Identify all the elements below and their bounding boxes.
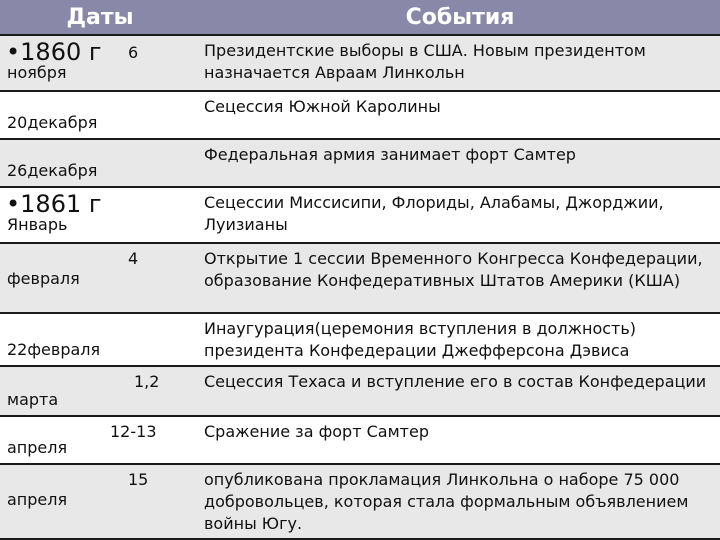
date-cell [0,464,200,539]
month-label: февраля [7,269,80,288]
event-cell: Президентские выборы в США. Новым президентом назначается Авраам Линкольн [200,35,720,91]
month-label: марта [7,390,59,409]
date-cell [0,313,200,366]
date-cell [0,416,200,464]
day-label: 6 [128,43,139,62]
date-cell [0,139,200,187]
event-cell: Инаугурация(церемония вступления в должность) президента Конфедерации Джефферсона Дэвиса [200,313,720,366]
table-row [0,313,720,366]
event-cell: Сецессия Техаса и вступление его в состав Конфедерации [200,366,720,416]
table-header [0,0,720,35]
event-cell: Федеральная армия занимает форт Самтер [200,139,720,187]
month-label: ноября [7,63,67,82]
month-label: 22февраля [7,340,101,359]
event-cell: Сецессия Южной Каролины [200,91,720,139]
event-cell: Сражение за форт Самтер [200,416,720,464]
table-row [0,464,720,539]
month-label: Январь [7,215,68,234]
date-cell [0,187,200,243]
day-label: 12-13 [110,422,157,441]
date-cell [0,243,200,313]
date-cell [0,366,200,416]
month-label: апреля [7,438,68,457]
event-cell: опубликована прокламация Линкольна о наборе 75 000 добровольцев, которая стала формальным объявлением войны Югу. [200,464,720,539]
table-row [0,416,720,464]
table-row [0,91,720,139]
table-row [0,35,720,91]
event-cell: Сецессии Миссисипи, Флориды, Алабамы, Джорджии, Луизианы [200,187,720,243]
day-label: 4 [128,249,139,268]
day-label: 15 [128,470,149,489]
date-cell [0,91,200,139]
date-cell [0,35,200,91]
header-events: События [200,0,720,35]
day-label: 1,2 [134,372,160,391]
year-label: •1861 г [6,190,102,218]
event-cell: Открытие 1 сессии Временного Конгресса Конфедерации, образование Конфедеративных Штатов Америки (КША) [200,243,720,313]
table-row [0,139,720,187]
table-row [0,243,720,313]
table-row [0,366,720,416]
month-label: 26декабря [7,161,98,180]
year-label: •1860 г [6,38,102,66]
table-row [0,187,720,243]
header-dates: Даты [0,0,200,35]
month-label: 20декабря [7,113,98,132]
month-label: апреля [7,490,68,509]
